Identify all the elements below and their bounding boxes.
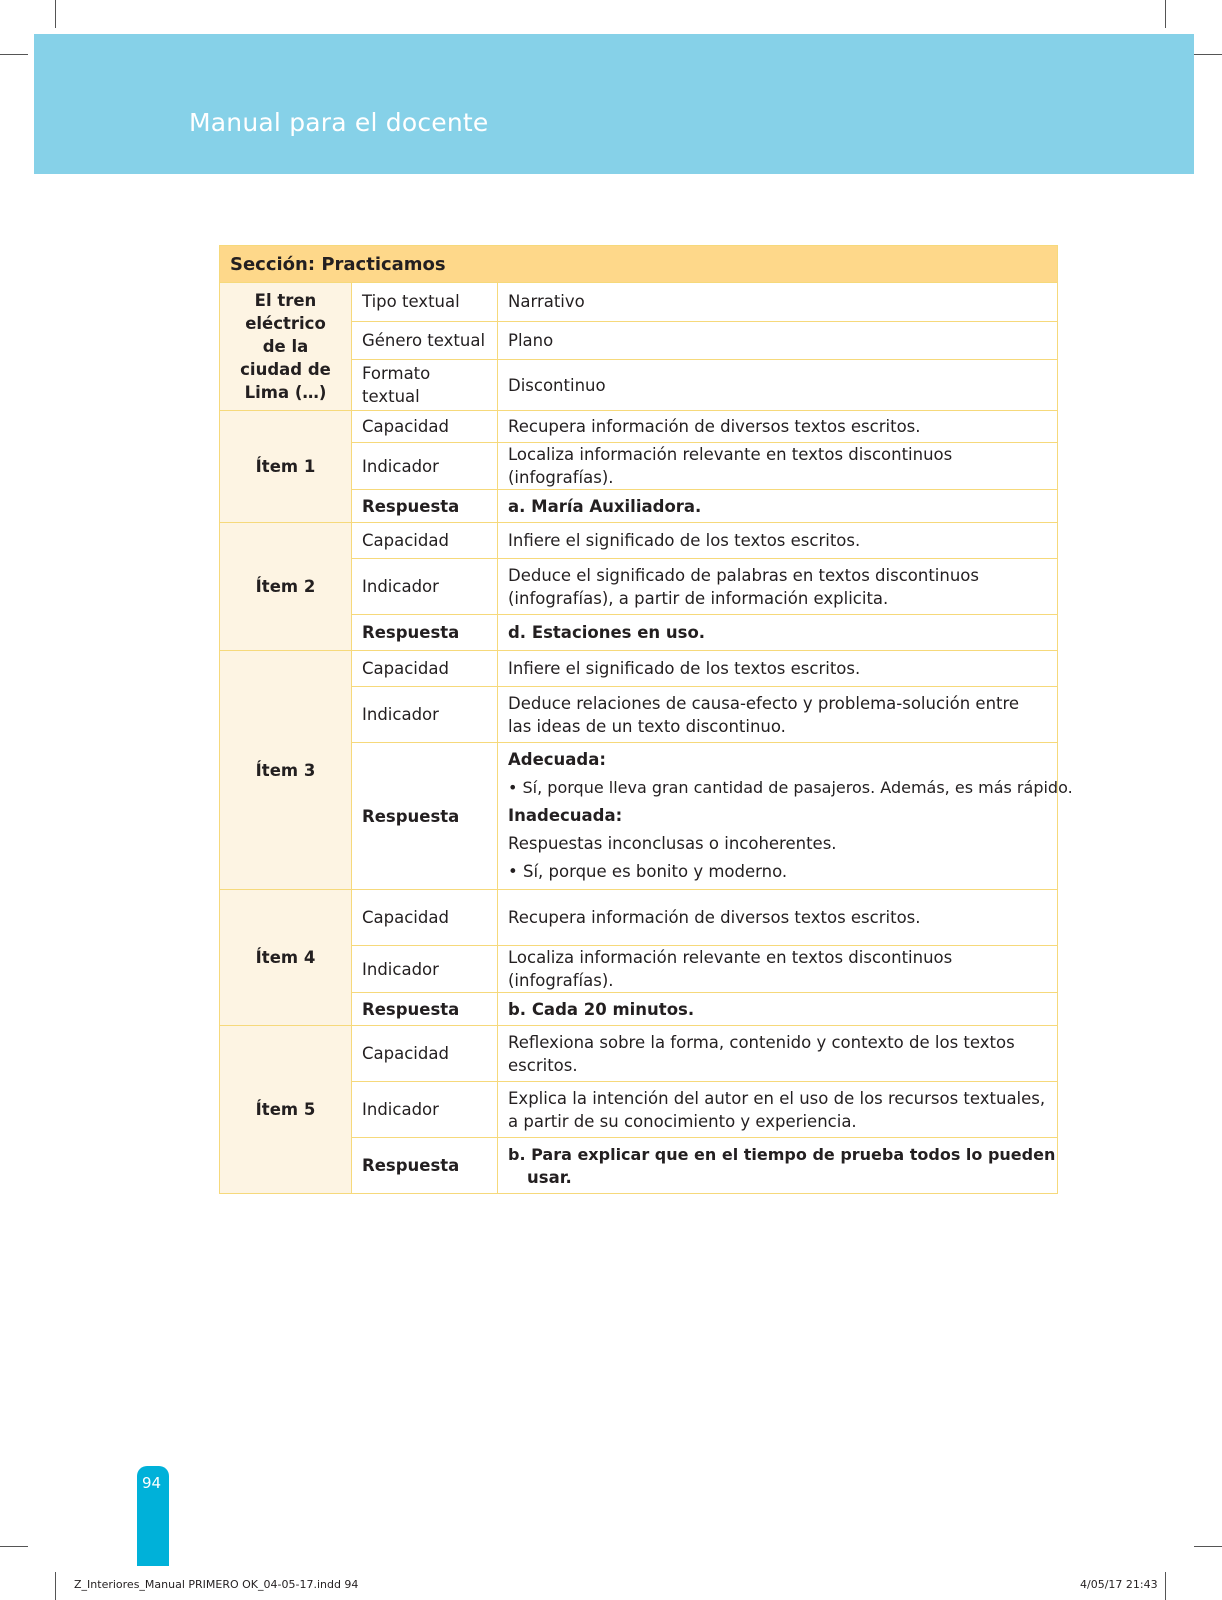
item-title: Ítem 2 xyxy=(220,523,352,651)
item-title: Ítem 3 xyxy=(220,651,352,890)
item-title: Ítem 5 xyxy=(220,1026,352,1194)
respuesta-value: b. Cada 20 minutos. xyxy=(498,993,1058,1026)
crop-mark xyxy=(0,1546,28,1547)
respuesta-line-1: b. Para explicar que en el tiempo de prueba todos lo pueden xyxy=(508,1144,1056,1164)
crop-mark xyxy=(0,54,28,55)
indicador-label: Indicador xyxy=(352,1082,498,1138)
capacidad-value: Recupera información de diversos textos escritos. xyxy=(498,890,1058,946)
text-format-value: Discontinuo xyxy=(498,360,1058,411)
item-title: Ítem 4 xyxy=(220,890,352,1026)
item-title: Ítem 1 xyxy=(220,411,352,523)
text-type-label: Tipo textual xyxy=(352,283,498,322)
indicador-label: Indicador xyxy=(352,443,498,490)
indicador-value: Deduce relaciones de causa-efecto y problema-solución entre las ideas de un texto discontinuo. xyxy=(498,687,1058,743)
capacidad-label: Capacidad xyxy=(352,1026,498,1082)
respuesta-label: Respuesta xyxy=(352,993,498,1026)
text-title-label: El tren eléctrico de la ciudad de Lima (…) xyxy=(240,291,331,402)
respuesta-adecuada: • Sí, porque lleva gran cantidad de pasajeros. Además, es más rápido. xyxy=(508,778,1073,797)
respuesta-line-2: usar. xyxy=(527,1167,572,1187)
text-title xyxy=(220,283,352,411)
section-title: Sección: Practicamos xyxy=(220,246,1058,283)
indicador-label: Indicador xyxy=(352,559,498,615)
indicador-label: Indicador xyxy=(352,946,498,993)
page-header-title: Manual para el docente xyxy=(189,108,489,137)
crop-mark xyxy=(1194,54,1222,55)
capacidad-value: Infiere el significado de los textos escritos. xyxy=(498,523,1058,559)
header-band xyxy=(34,34,1194,174)
crop-mark xyxy=(1165,1572,1166,1600)
indicador-value: Localiza información relevante en textos discontinuos (infografías). xyxy=(498,946,1058,993)
crop-mark xyxy=(55,0,56,28)
capacidad-label: Capacidad xyxy=(352,890,498,946)
indicador-value: Deduce el significado de palabras en textos discontinuos (infografías), a partir de información explicita. xyxy=(498,559,1058,615)
capacidad-value: Recupera información de diversos textos escritos. xyxy=(498,411,1058,443)
capacidad-label: Capacidad xyxy=(352,651,498,687)
capacidad-label: Capacidad xyxy=(352,523,498,559)
respuesta-label: Respuesta xyxy=(352,1138,498,1194)
respuesta-value xyxy=(498,743,1073,890)
respuesta-adecuada-label: Adecuada: xyxy=(508,750,606,769)
indicador-value: Explica la intención del autor en el uso de los recursos textuales, a partir de su conocimiento y experiencia. xyxy=(498,1082,1058,1138)
text-type-value: Narrativo xyxy=(498,283,1058,322)
capacidad-value: Infiere el significado de los textos escritos. xyxy=(498,651,1058,687)
crop-mark xyxy=(1165,0,1166,28)
text-format-label: Formato textual xyxy=(352,360,498,411)
capacidad-value: Reflexiona sobre la forma, contenido y contexto de los textos escritos. xyxy=(498,1026,1058,1082)
text-genre-label: Género textual xyxy=(352,321,498,360)
text-genre-value: Plano xyxy=(498,321,1058,360)
practicamos-table xyxy=(219,245,1073,1194)
respuesta-inadecuada-label: Inadecuada: xyxy=(508,806,623,825)
indicador-label: Indicador xyxy=(352,687,498,743)
respuesta-label: Respuesta xyxy=(352,490,498,523)
respuesta-value: a. María Auxiliadora. xyxy=(498,490,1058,523)
footer-datetime: 4/05/17 21:43 xyxy=(1080,1578,1158,1591)
crop-mark xyxy=(1194,1546,1222,1547)
respuesta-label: Respuesta xyxy=(352,615,498,651)
respuesta-inadecuada-note: Respuestas inconclusas o incoherentes. xyxy=(508,834,837,853)
capacidad-label: Capacidad xyxy=(352,411,498,443)
respuesta-value: d. Estaciones en uso. xyxy=(498,615,1058,651)
page-number: 94 xyxy=(142,1474,162,1492)
respuesta-label: Respuesta xyxy=(352,743,498,890)
footer-file-info: Z_Interiores_Manual PRIMERO OK_04-05-17.indd 94 xyxy=(74,1578,359,1591)
respuesta-inadecuada: • Sí, porque es bonito y moderno. xyxy=(508,862,788,881)
respuesta-value xyxy=(498,1138,1058,1194)
indicador-value: Localiza información relevante en textos discontinuos (infografías). xyxy=(498,443,1058,490)
crop-mark xyxy=(55,1572,56,1600)
